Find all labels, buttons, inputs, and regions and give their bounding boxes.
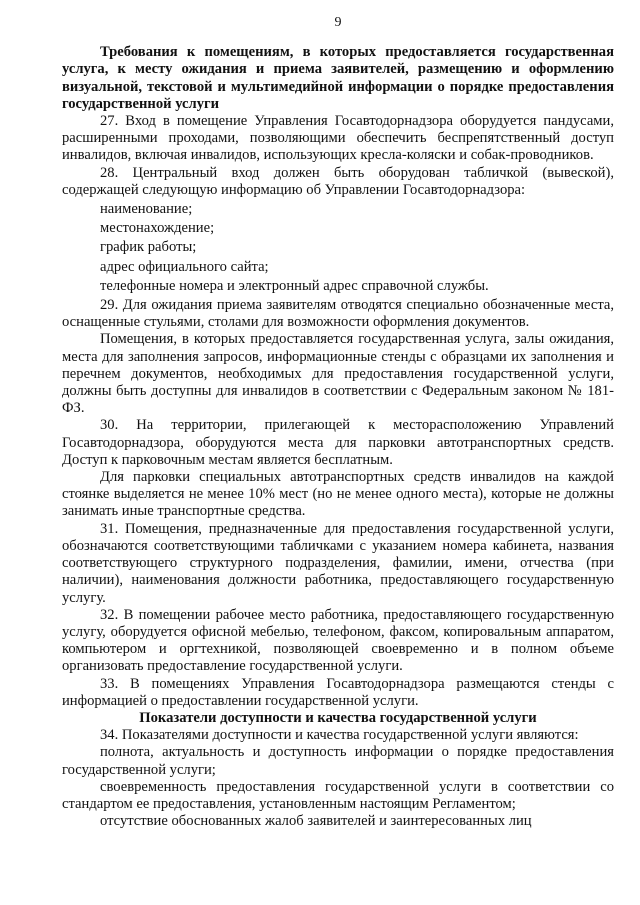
list-item: телефонные номера и электронный адрес справочной службы. <box>100 277 489 294</box>
list-item: график работы; <box>100 239 197 256</box>
paragraph-34-timeliness: своевременность предоставления государственной услуги в соответствии со стандартом ее предоставления, установленным настоящим Регламентом; <box>62 778 614 812</box>
paragraph-28: 28. Центральный вход должен быть оборудован табличкой (вывеской), содержащей следующую информацию об Управлении Госавтодорнадзора: <box>62 164 614 198</box>
paragraph-27: 27. Вход в помещение Управления Госавтодорнадзора оборудуется пандусами, расширенными проходами, позволяющими обеспечить беспрепятственный доступ инвалидов, включая инвалидов, использующих кресла-коляски и собак-проводников. <box>62 113 614 164</box>
document-page <box>62 14 614 830</box>
paragraph-33: 33. В помещениях Управления Госавтодорнадзора размещаются стенды с информацией о предоставлении государственной услуги. <box>62 675 614 709</box>
paragraph-34: 34. Показателями доступности и качества государственной услуги являются: <box>100 727 579 744</box>
paragraph-34-completeness: полнота, актуальность и доступность информации о порядке предоставления государственной услуги; <box>62 744 614 778</box>
paragraph-32: 32. В помещении рабочее место работника, предоставляющего государственную услугу, оборудуется офисной мебелью, телефоном, факсом, копировальным аппаратом, компьютером и оргтехникой, позволяющей своевременно и в полном объеме организовать предоставление государственной услуги. <box>62 606 614 675</box>
section-heading-premises-requirements: Требования к помещениям, в которых предоставляется государственная услуга, к месту ожидания и приема заявителей, размещению и оформлению визуальной, текстовой и мультимедийной информации о порядке предоставления государственной услуги <box>62 44 614 112</box>
paragraph-29: 29. Для ожидания приема заявителям отводятся специально обозначенные места, оснащенные стульями, столами для возможности оформления документов. <box>62 297 614 331</box>
section-heading-quality-indicators: Показатели доступности и качества государственной услуги <box>139 709 537 726</box>
signage-info-list <box>62 201 614 295</box>
list-item: местонахождение; <box>100 220 215 237</box>
page-number: 9 <box>334 15 342 30</box>
paragraph-30-disabled-parking: Для парковки специальных автотранспортных средств инвалидов на каждой стоянке выделяется не менее 10% мест (но не менее одного места), которые не должны занимать иные транспортные средства. <box>62 469 614 520</box>
paragraph-34-complaints: отсутствие обоснованных жалоб заявителей и заинтересованных лиц <box>100 813 532 830</box>
paragraph-31: 31. Помещения, предназначенные для предоставления государственной услуги, обозначаются соответствующими табличками с указанием номера кабинета, названия соответствующего структурного подразделения, фамилии, имени, отчества (при наличии), наименования должности работника, предоставляющего государственную услугу. <box>62 520 614 606</box>
paragraph-29-accessibility: Помещения, в которых предоставляется государственная услуга, залы ожидания, места для заполнения запросов, информационные стенды с образцами их заполнения и перечнем документов, необходимых для предоставления государственной услуги, должны быть доступны для инвалидов в соответствии с Федеральным законом № 181-ФЗ. <box>62 331 614 417</box>
paragraph-30: 30. На территории, прилегающей к месторасположению Управлений Госавтодорнадзора, оборудуются места для парковки автотранспортных средств. Доступ к парковочным местам является бесплатным. <box>62 417 614 468</box>
list-item: наименование; <box>100 201 193 218</box>
list-item: адрес официального сайта; <box>100 258 269 275</box>
